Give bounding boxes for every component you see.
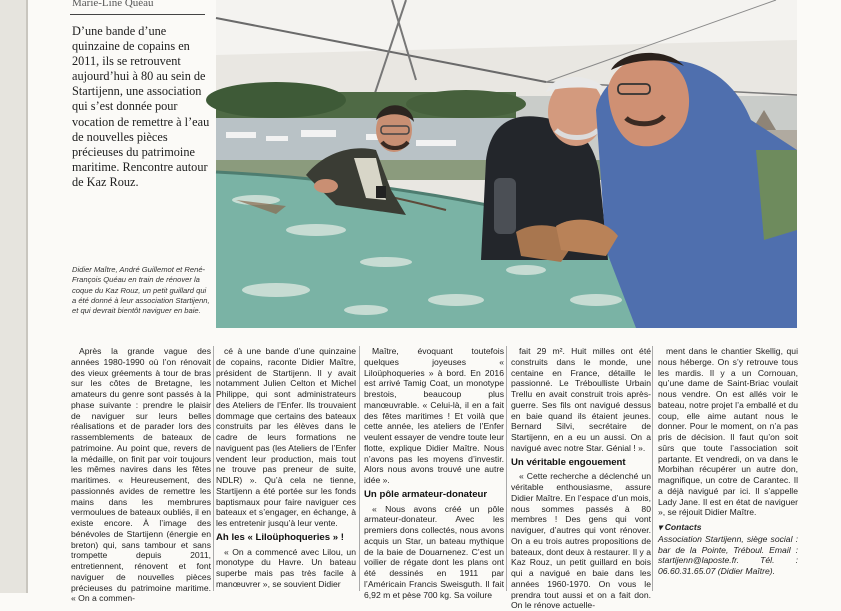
lead-paragraph: D’une bande d’une quinzaine de copains en 2011, ils se retrouvent aujourd’hui à 80 au sein de Startijenn, une association qui s’est donnée pour vocation de remettre à l’eau de nouvelles pièces précieuses du patrimoine maritime. Rencontre autour de Kaz Rouz. <box>72 24 210 189</box>
article-photo <box>216 0 797 328</box>
column-5 <box>658 346 798 591</box>
scan-margin <box>0 0 28 593</box>
contacts-heading: ▾ Contacts <box>658 522 702 532</box>
column-4 <box>511 346 651 611</box>
body-text: Après la grande vague des années 1980-1990 où l’on rénovait des vieux gréements à tour de bras sur les côtes de Bretagne, les amateurs du genre sont passés à la phase suivante : prendre le plaisir de naviguer sur leurs belles réalisations et de parader lors des rassemblements de bateaux de patrimoine. Au point que, revers de la médaille, on finit par voir toujours les mêmes navires dans les fêtes maritimes. « Heureusement, des passionnés avides de remettre les mains dans les membrures vermoulues de bateaux oubliés, il en existe encore. À l’image des bénévoles de Startijenn (énergie en breton) qui, sans tambour et sans trompette depuis 2011, entretiennent, rénovent et font naviguer de nouvelles pièces précieuses du patrimoine maritime. « On a commen- <box>71 346 211 604</box>
body-text: « Cette recherche a déclenché un véritable enthousiasme, assure Didier Maître. En l’espace d’un mois, nous sommes passés à 80 membres ! Des gens qui vont naviguer, d’autres qui vont rénover. On a eu trois autres propositions de bateaux, dont deux à restaurer. Il y a Kaz Rouz, un petit guillard en bois qui a navigué en baie dans les années 1960-1970. On vous le prendra tout aussi et on a fait don. On le rénove actuelle- <box>511 471 651 611</box>
body-text: ment dans le chantier Skellig, qui nous héberge. On s’y retrouve tous les mardis. Il y a un Cornouan, qu’une dame de Saint-Briac voulait nous vendre. On est allés voir le bateau, notre projet l’a emballé et du coup, elle aime autant nous le donner. Pour le moment, on n’a pas pris de décision. Il faut qu’on soit sûrs que toute l’association soit partante. Et vendredi, on va dans le Morbihan récupérer un autre don, magnifique, un cotre de Carantec. Il a déjà navigué par ici. Il s’appelle Lady Jane. Il est en état de naviguer », se réjouit Didier Maître. <box>658 346 798 518</box>
byline-rule <box>70 14 205 15</box>
body-text: « On a commencé avec Lilou, un monotype du Havre. Un bateau superbe mais pas très facile à manœuvrer », se souvient Didier <box>216 546 356 589</box>
subheading-liloupho: Ah les « Liloüphoqueries » ! <box>216 531 344 543</box>
column-2 <box>216 346 356 591</box>
byline: Marie-Line Quéau <box>72 0 154 9</box>
contacts-info: Association Startijenn, siège social : bar de la Pointe, Tréboul. Email : startijenn@laposte.fr. Tél. : 06.60.31.65.07 (Didier Maître). <box>658 533 798 576</box>
body-text: fait 29 m². Huit milles ont été construits dans le monde, une centaine en France, détaille le passionné. Le Tréboulliste Urbain Trellu en avait construit trois après-guerre. Ses fils ont navigué dessus en baie quand ils étaient jeunes. Bernard Silvi, secrétaire de Startijenn, en a eu un aussi. On a navigué avec notre Star. Génial ! ». <box>511 346 651 453</box>
subheading-pole-armateur: Un pôle armateur-donateur <box>364 488 488 500</box>
column-1 <box>71 346 211 604</box>
photo-caption: Didier Maître, André Guillemot et René-François Quéau en train de rénover la coque du Kaz Rouz, un petit guillard qui a été donné à leur association Startijenn, et qui devrait bientôt naviguer en baie. <box>72 265 210 316</box>
body-text: Maître, évoquant toutefois quelques joyeuses « Liloüphoqueries » à bord. En 2016 est arrivé Tamig Coat, un monotype brestois, beaucoup plus manœuvrable. « Celui-là, il en a fait des fêtes maritimes ! Et voilà que cette année, les ateliers de l’Enfer veulent essayer de vendre toute leur flotte, explique Didier Maître. Nous n’avons pas les moyens d’investir. Alors nous avons trouvé une autre idée ». <box>364 346 504 485</box>
body-text: cé à une bande d’une quinzaine de copains, raconte Didier Maître, président de Startijenn. Il y avait notamment Julien Celton et Michel Philippe, qui sont administrateurs des Ateliers de l’Enfer. Ils trouvaient dommage que certains des bateaux construits par les élèves dans le cadre de leurs formations ne naviguent pas (les Ateliers de l’Enfer vendent leur production, mais tout ne trouve pas preneur de suite, NDLR) ». Qu’à cela ne tienne, Startijenn a été portée sur les fonds baptismaux pour faire naviguer ces bateaux et s’engager, en échange, à les entretenir jusqu’à leur vente. <box>216 346 356 528</box>
subheading-engouement: Un véritable engouement <box>511 456 626 468</box>
column-3 <box>364 346 504 600</box>
body-text: « Nous avons créé un pôle armateur-donateur. Avec les premiers dons collectés, nous avons acquis un Star, un bateau mythique de la baie de Douarnenez. C’est un voilier de régate dont les plans ont été dessinés en 1911 par l’Américain Francis Sweisguth. Il fait 6,92 m et pèse 700 kg. Sa voilure <box>364 503 504 600</box>
